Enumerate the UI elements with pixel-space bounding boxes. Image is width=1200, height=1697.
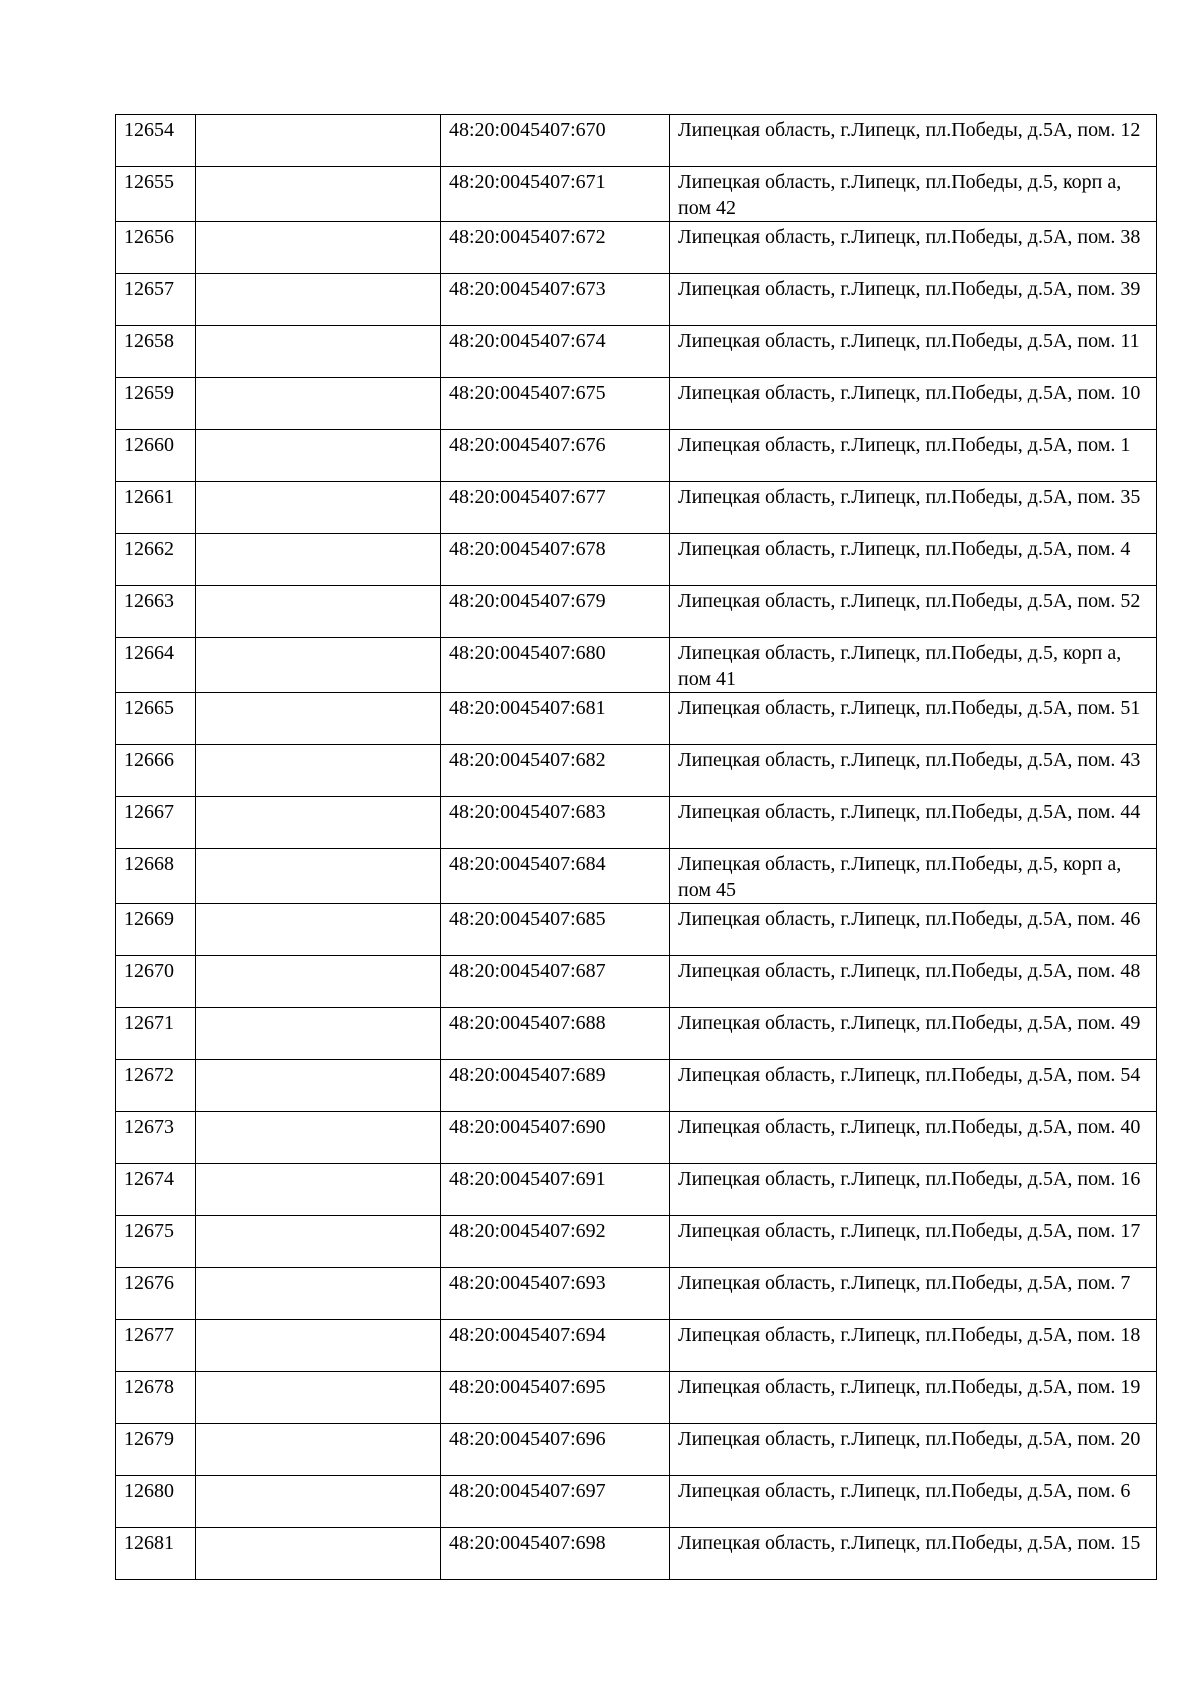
empty-cell: [196, 430, 441, 482]
table-row: [116, 534, 1157, 586]
empty-cell: [196, 638, 441, 693]
empty-cell: [196, 1424, 441, 1476]
row-number-cell: 12663: [116, 586, 196, 638]
row-number-cell: 12670: [116, 956, 196, 1008]
empty-cell: [196, 1112, 441, 1164]
row-number-cell: 12673: [116, 1112, 196, 1164]
address-cell: Липецкая область, г.Липецк, пл.Победы, д.5А, пом. 6: [670, 1476, 1157, 1528]
address-cell: Липецкая область, г.Липецк, пл.Победы, д.5А, пом. 17: [670, 1216, 1157, 1268]
row-number-cell: 12679: [116, 1424, 196, 1476]
address-cell: Липецкая область, г.Липецк, пл.Победы, д.5А, пом. 15: [670, 1528, 1157, 1580]
address-cell: Липецкая область, г.Липецк, пл.Победы, д.5А, пом. 39: [670, 274, 1157, 326]
cadastral-number-cell: 48:20:0045407:672: [441, 222, 670, 274]
empty-cell: [196, 167, 441, 222]
address-cell: Липецкая область, г.Липецк, пл.Победы, д.5А, пом. 46: [670, 904, 1157, 956]
cadastral-number-cell: 48:20:0045407:689: [441, 1060, 670, 1112]
empty-cell: [196, 586, 441, 638]
cadastral-number-cell: 48:20:0045407:698: [441, 1528, 670, 1580]
row-number-cell: 12677: [116, 1320, 196, 1372]
table-row: [116, 482, 1157, 534]
table-row: [116, 1060, 1157, 1112]
cadastral-number-cell: 48:20:0045407:671: [441, 167, 670, 222]
address-cell: Липецкая область, г.Липецк, пл.Победы, д.5А, пом. 7: [670, 1268, 1157, 1320]
address-cell: Липецкая область, г.Липецк, пл.Победы, д.5А, пом. 43: [670, 745, 1157, 797]
table-row: [116, 430, 1157, 482]
address-cell: Липецкая область, г.Липецк, пл.Победы, д.5А, пом. 52: [670, 586, 1157, 638]
empty-cell: [196, 222, 441, 274]
empty-cell: [196, 274, 441, 326]
cadastral-number-cell: 48:20:0045407:687: [441, 956, 670, 1008]
row-number-cell: 12664: [116, 638, 196, 693]
table-row: [116, 222, 1157, 274]
empty-cell: [196, 797, 441, 849]
cadastral-number-cell: 48:20:0045407:691: [441, 1164, 670, 1216]
empty-cell: [196, 1476, 441, 1528]
row-number-cell: 12654: [116, 115, 196, 167]
row-number-cell: 12681: [116, 1528, 196, 1580]
address-cell: Липецкая область, г.Липецк, пл.Победы, д.5, корп а, пом 45: [670, 849, 1157, 904]
table-row: [116, 904, 1157, 956]
table-row: [116, 274, 1157, 326]
empty-cell: [196, 482, 441, 534]
empty-cell: [196, 1528, 441, 1580]
row-number-cell: 12666: [116, 745, 196, 797]
table-row: [116, 1008, 1157, 1060]
address-cell: Липецкая область, г.Липецк, пл.Победы, д.5А, пом. 44: [670, 797, 1157, 849]
empty-cell: [196, 849, 441, 904]
row-number-cell: 12657: [116, 274, 196, 326]
cadastral-number-cell: 48:20:0045407:685: [441, 904, 670, 956]
cadastral-number-cell: 48:20:0045407:673: [441, 274, 670, 326]
address-cell: Липецкая область, г.Липецк, пл.Победы, д.5А, пом. 19: [670, 1372, 1157, 1424]
empty-cell: [196, 534, 441, 586]
empty-cell: [196, 326, 441, 378]
cadastral-number-cell: 48:20:0045407:693: [441, 1268, 670, 1320]
empty-cell: [196, 1164, 441, 1216]
table-row: [116, 745, 1157, 797]
cadastral-number-cell: 48:20:0045407:695: [441, 1372, 670, 1424]
row-number-cell: 12671: [116, 1008, 196, 1060]
row-number-cell: 12665: [116, 693, 196, 745]
address-cell: Липецкая область, г.Липецк, пл.Победы, д.5А, пом. 16: [670, 1164, 1157, 1216]
table-row: [116, 797, 1157, 849]
row-number-cell: 12662: [116, 534, 196, 586]
empty-cell: [196, 693, 441, 745]
address-cell: Липецкая область, г.Липецк, пл.Победы, д.5, корп а, пом 41: [670, 638, 1157, 693]
row-number-cell: 12655: [116, 167, 196, 222]
empty-cell: [196, 745, 441, 797]
table-row: [116, 1164, 1157, 1216]
row-number-cell: 12667: [116, 797, 196, 849]
address-cell: Липецкая область, г.Липецк, пл.Победы, д.5А, пом. 48: [670, 956, 1157, 1008]
table-row: [116, 1424, 1157, 1476]
table-row: [116, 693, 1157, 745]
empty-cell: [196, 1060, 441, 1112]
row-number-cell: 12674: [116, 1164, 196, 1216]
cadastral-number-cell: 48:20:0045407:677: [441, 482, 670, 534]
table-row: [116, 1268, 1157, 1320]
table-row: [116, 1528, 1157, 1580]
address-cell: Липецкая область, г.Липецк, пл.Победы, д.5А, пом. 12: [670, 115, 1157, 167]
row-number-cell: 12658: [116, 326, 196, 378]
empty-cell: [196, 1008, 441, 1060]
cadastral-number-cell: 48:20:0045407:674: [441, 326, 670, 378]
row-number-cell: 12676: [116, 1268, 196, 1320]
empty-cell: [196, 1268, 441, 1320]
table-row: [116, 1372, 1157, 1424]
cadastral-number-cell: 48:20:0045407:688: [441, 1008, 670, 1060]
address-cell: Липецкая область, г.Липецк, пл.Победы, д.5А, пом. 38: [670, 222, 1157, 274]
table-row: [116, 586, 1157, 638]
address-cell: Липецкая область, г.Липецк, пл.Победы, д.5А, пом. 1: [670, 430, 1157, 482]
address-cell: Липецкая область, г.Липецк, пл.Победы, д.5А, пом. 4: [670, 534, 1157, 586]
cadastral-number-cell: 48:20:0045407:684: [441, 849, 670, 904]
cadastral-number-cell: 48:20:0045407:676: [441, 430, 670, 482]
empty-cell: [196, 1320, 441, 1372]
address-cell: Липецкая область, г.Липецк, пл.Победы, д.5А, пом. 54: [670, 1060, 1157, 1112]
address-cell: Липецкая область, г.Липецк, пл.Победы, д.5А, пом. 10: [670, 378, 1157, 430]
table-row: [116, 1112, 1157, 1164]
cadastral-number-cell: 48:20:0045407:679: [441, 586, 670, 638]
address-cell: Липецкая область, г.Липецк, пл.Победы, д.5А, пом. 18: [670, 1320, 1157, 1372]
address-cell: Липецкая область, г.Липецк, пл.Победы, д.5А, пом. 35: [670, 482, 1157, 534]
cadastral-number-cell: 48:20:0045407:694: [441, 1320, 670, 1372]
row-number-cell: 12660: [116, 430, 196, 482]
table-row: [116, 849, 1157, 904]
cadastral-number-cell: 48:20:0045407:670: [441, 115, 670, 167]
address-cell: Липецкая область, г.Липецк, пл.Победы, д.5А, пом. 51: [670, 693, 1157, 745]
table-row: [116, 1476, 1157, 1528]
cadastral-number-cell: 48:20:0045407:697: [441, 1476, 670, 1528]
row-number-cell: 12669: [116, 904, 196, 956]
cadastral-number-cell: 48:20:0045407:682: [441, 745, 670, 797]
table-row: [116, 1216, 1157, 1268]
address-cell: Липецкая область, г.Липецк, пл.Победы, д.5А, пом. 11: [670, 326, 1157, 378]
registry-table-body: [116, 115, 1157, 1580]
address-cell: Липецкая область, г.Липецк, пл.Победы, д.5А, пом. 20: [670, 1424, 1157, 1476]
row-number-cell: 12678: [116, 1372, 196, 1424]
table-row: [116, 1320, 1157, 1372]
registry-table: [115, 114, 1157, 1580]
address-cell: Липецкая область, г.Липецк, пл.Победы, д.5А, пом. 49: [670, 1008, 1157, 1060]
cadastral-number-cell: 48:20:0045407:696: [441, 1424, 670, 1476]
cadastral-number-cell: 48:20:0045407:680: [441, 638, 670, 693]
cadastral-number-cell: 48:20:0045407:675: [441, 378, 670, 430]
table-row: [116, 115, 1157, 167]
row-number-cell: 12656: [116, 222, 196, 274]
empty-cell: [196, 956, 441, 1008]
row-number-cell: 12668: [116, 849, 196, 904]
empty-cell: [196, 1372, 441, 1424]
empty-cell: [196, 1216, 441, 1268]
empty-cell: [196, 115, 441, 167]
cadastral-number-cell: 48:20:0045407:690: [441, 1112, 670, 1164]
cadastral-number-cell: 48:20:0045407:692: [441, 1216, 670, 1268]
cadastral-number-cell: 48:20:0045407:683: [441, 797, 670, 849]
row-number-cell: 12675: [116, 1216, 196, 1268]
table-row: [116, 638, 1157, 693]
row-number-cell: 12661: [116, 482, 196, 534]
row-number-cell: 12659: [116, 378, 196, 430]
address-cell: Липецкая область, г.Липецк, пл.Победы, д.5А, пом. 40: [670, 1112, 1157, 1164]
table-row: [116, 956, 1157, 1008]
row-number-cell: 12672: [116, 1060, 196, 1112]
table-row: [116, 167, 1157, 222]
table-row: [116, 326, 1157, 378]
empty-cell: [196, 378, 441, 430]
cadastral-number-cell: 48:20:0045407:681: [441, 693, 670, 745]
table-row: [116, 378, 1157, 430]
empty-cell: [196, 904, 441, 956]
row-number-cell: 12680: [116, 1476, 196, 1528]
address-cell: Липецкая область, г.Липецк, пл.Победы, д.5, корп а, пом 42: [670, 167, 1157, 222]
cadastral-number-cell: 48:20:0045407:678: [441, 534, 670, 586]
